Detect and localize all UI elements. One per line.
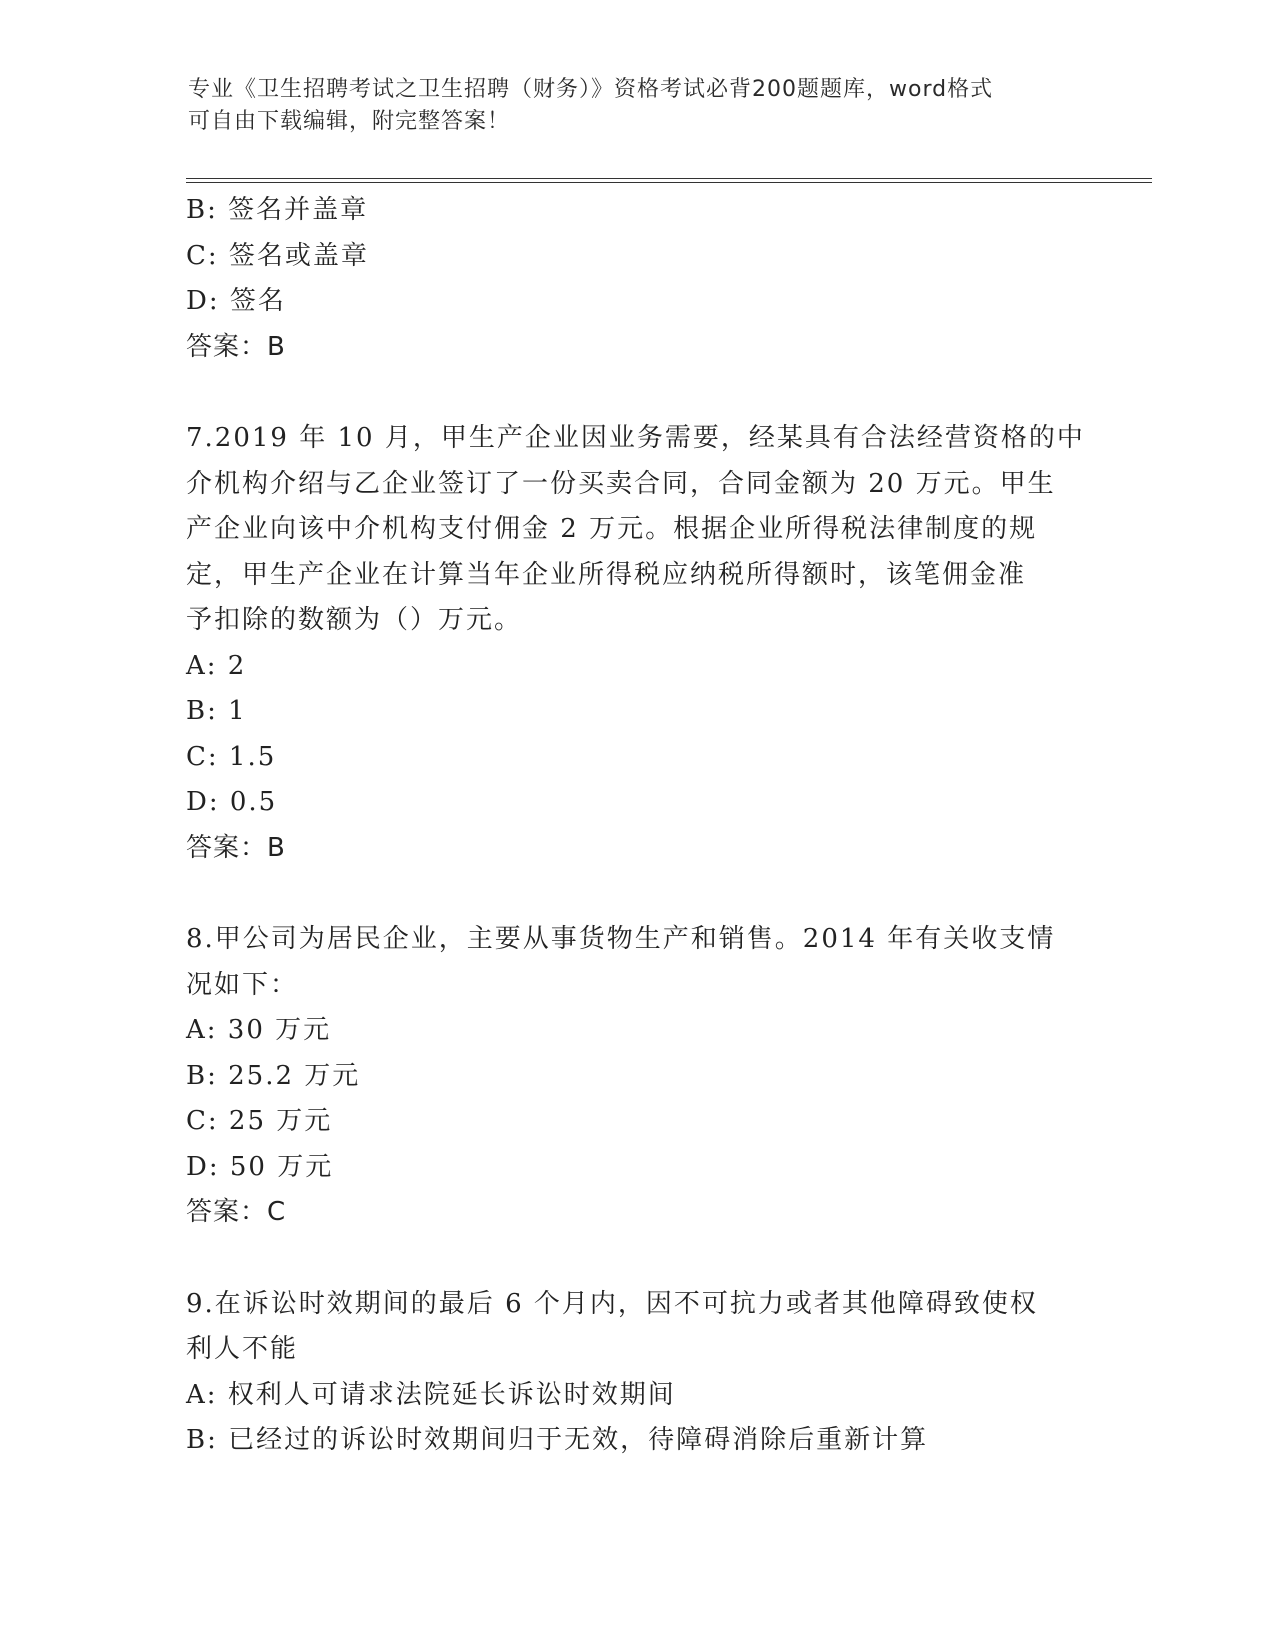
q7-stem-line: 产企业向该中介机构支付佣金 2 万元。根据企业所得税法律制度的规 (186, 514, 1038, 544)
q9-stem-line: 利人不能 (186, 1334, 299, 1364)
question-6-tail (186, 188, 1086, 370)
q7-stem-line: 定，甲生产企业在计算当年企业所得税应纳税所得额时，该笔佣金准 (186, 559, 1027, 590)
q9-stem-line: 9.在诉讼时效期间的最后 6 个月内，因不可抗力或者其他障碍致使权 (186, 1288, 1038, 1319)
header-title-line-2: 可自由下载编辑，附完整答案！ (188, 109, 511, 134)
q8-option-a: A: 30 万元 (186, 1015, 332, 1045)
q6-option-c: C: 签名或盖章 (186, 240, 369, 271)
q8-answer: 答案：C (186, 1197, 287, 1227)
q7-option-a: A: 2 (186, 650, 247, 681)
q6-option-d: D: 签名 (186, 286, 286, 316)
question-8 (186, 917, 1086, 1236)
q8-stem-line: 8.甲公司为居民企业，主要从事货物生产和销售。2014 年有关收支情 (186, 924, 1056, 954)
q6-answer: 答案：B (186, 331, 286, 362)
q6-option-b: B: 签名并盖章 (186, 195, 369, 225)
document-body (186, 188, 1086, 1464)
q7-stem-line: 7.2019 年 10 月，甲生产企业因业务需要，经某具有合法经营资格的中 (186, 423, 1085, 453)
header-title-line-1: 专业《卫生招聘考试之卫生招聘（财务）》资格考试必背200题题库，word格式 (188, 77, 994, 102)
question-9 (186, 1282, 1086, 1464)
q7-stem-line: 介机构介绍与乙企业签订了一份买卖合同，合同金额为 20 万元。甲生 (186, 468, 1056, 499)
page-header (188, 74, 1068, 138)
q7-option-d: D: 0.5 (186, 787, 278, 817)
q8-option-c: C: 25 万元 (186, 1106, 333, 1136)
q8-option-d: D: 50 万元 (186, 1151, 334, 1182)
q9-option-b: B: 已经过的诉讼时效期间归于无效，待障碍消除后重新计算 (186, 1425, 929, 1455)
q7-stem-line: 予扣除的数额为（）万元。 (186, 605, 523, 635)
q7-option-c: C: 1.5 (186, 741, 277, 772)
q7-option-b: B: 1 (186, 696, 247, 726)
q8-option-b: B: 25.2 万元 (186, 1060, 361, 1091)
header-double-rule (186, 178, 1152, 183)
q7-answer: 答案：B (186, 832, 286, 863)
q8-stem-line: 况如下： (186, 969, 299, 1000)
q9-option-a: A: 权利人可请求法院延长诉讼时效期间 (186, 1379, 676, 1410)
question-7 (186, 416, 1086, 871)
